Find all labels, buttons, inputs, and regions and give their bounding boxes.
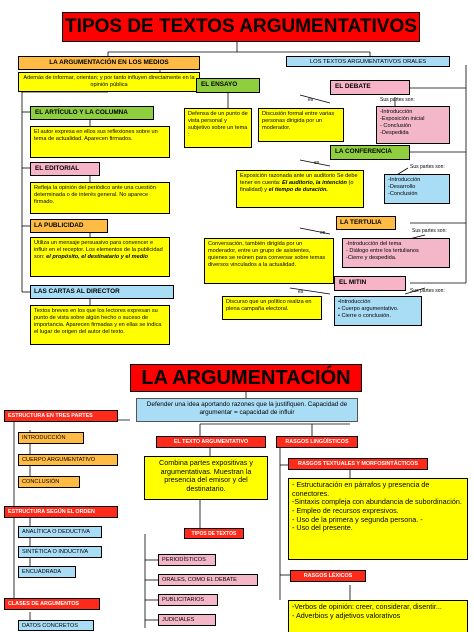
ensayo-label: EL ENSAYO [196,78,260,93]
debate-label: EL DEBATE [330,80,410,95]
orden-item: SINTÉTICA O INDUCTIVA [18,546,102,558]
tertulia-desc: Conversación, también dirigida por un moderador, entre un grupo de asistentes, quienes se reúnen para conversar sobre temas diversos vinculados a la actualidad. [204,238,334,284]
conferencia-partes-label: Sus partes son: [410,164,445,170]
debate-parte: -Exposición inicial [380,115,425,122]
conferencia-desc-text2: (o finalidad) y [240,179,354,193]
textual-item: - Uso del presente. [292,523,353,533]
debate-desc: Discusión formal entre varias personas dirigida por un moderador. [258,108,344,142]
mitin-partes-label: Sus partes son: [410,288,445,294]
estructura-item: INTRODUCCIÓN [18,432,84,444]
tipos-item: PERIODÍSTICOS [158,554,216,566]
cartas-label: LAS CARTAS AL DIRECTOR [30,285,174,299]
conferencia-es: es [314,160,320,166]
rasgos-header: RASGOS LINGÜÍSTICOS [276,436,358,448]
medios-header: LA ARGUMENTACIÓN EN LOS MEDIOS [18,56,200,70]
debate-partes-label: Sus partes son: [380,97,415,103]
definition: Defender una idea aportando razones que la justifiquen. Capacidad de argumentar = capacidad de influir [136,398,358,422]
publicidad-desc-text: Utiliza un mensaje persuasivo para convencer e influir en el receptor. Los elementos de la publicidad son: [34,240,163,260]
tipos-item: PUBLICITARIOS [158,594,218,606]
articulo-label: EL ARTÍCULO Y LA COLUMNA [30,106,154,120]
mitin-es: es [298,289,304,295]
orales-header: LOS TEXTOS ARGUMENTATIVOS ORALES [286,56,450,67]
lexicos-header: RASGOS LÉXICOS [290,570,366,582]
textual-item: - Uso de la primera y segunda persona. - [292,514,423,524]
editorial-label: EL EDITORIAL [30,162,100,176]
textuales-header: RASGOS TEXTUALES Y MORFOSINTÁCTICOS [288,458,428,470]
estructura-header: ESTRUCTURA EN TRES PARTES [4,410,118,422]
orden-header: ESTRUCTURA SEGÚN EL ORDEN [4,506,118,518]
textual-item: -Sintaxis compleja con abundancia de subordinación. [292,497,462,507]
mitin-label: EL MITIN [334,276,406,291]
conferencia-desc-em1: El auditorio, la intención [281,179,347,186]
mitin-partes [334,296,422,326]
cartas-desc: Textos breves en los que los lectores expresan su punto de vista sobre algún hecho o suceso de importancia. Aparecen firmadas y en ellas se indica el lugar de origen del autor del texto. [30,305,170,345]
debate-es: es [308,97,314,103]
mitin-parte: • Cuerpo argumentativo. [338,305,399,312]
tipos-header: TIPOS DE TEXTOS [184,528,244,539]
medios-desc: Además de informar, orientan; y por tanto influyen directamente en la opinión pública [18,72,200,92]
editorial-desc: Refleja la opinión del periódico ante una cuestión determinada o de interés general. No aparece firmado. [30,182,170,214]
lexicos-list [288,600,468,632]
bottom-title: LA ARGUMENTACIÓN [130,364,362,392]
ensayo-desc: Defensa de un punto de vista personal y subjetivo sobre un tema : [184,108,252,148]
texto-header: EL TEXTO ARGUMENTATIVO [156,436,266,448]
estructura-item: CONCLUSIÓN [18,476,80,488]
textuales-list [288,478,468,560]
conferencia-label: LA CONFERENCIA [330,145,410,160]
tertulia-label: LA TERTULIA [336,216,396,230]
debate-parte: - Conclusión [380,122,412,129]
debate-partes [376,106,450,144]
estructura-item: CUERPO ARGUMENTATIVO [18,454,118,466]
tipos-item: ORALES, COMO EL DEBATE [158,574,258,586]
texto-desc: Combina partes expositivas y argumentativas. Muestran la presencia del emisor y del destinatario. [144,456,268,500]
conferencia-parte: -Introducción [388,177,421,183]
textual-item: - Empleo de recursos expresivos. [292,505,399,515]
tertulia-partes-label: Sus partes son: [412,228,447,234]
debate-parte: -Despedida [380,129,409,136]
tertulia-partes [342,238,450,268]
conferencia-parte: -Desarrollo [388,183,416,190]
conferencia-desc-em2: el tiempo de duración. [268,186,328,193]
tertulia-parte: -Cierre y despedida. [346,254,397,261]
tertulia-parte: - Diálogo entre los tertulianos [346,247,419,254]
publicidad-label: LA PUBLICIDAD [30,219,108,233]
lexico-item: -Verbos de opinión: creer, considerar, disentir... [292,602,442,611]
textual-item: - Estructuración en párrafos y presencia de conectores. [292,480,430,498]
mitin-parte: • Cierre o conclusión. [338,312,391,319]
conferencia-desc-text: Exposición razonada ante un auditorio Se debe tener en cuenta: [240,173,358,186]
clases-item: DATOS CONCRETOS [18,620,94,631]
orden-item: ANALÍTICA O DEDUCTIVA [18,526,102,538]
publicidad-desc-em: el propósito, el destinatario y el medio [46,253,149,260]
conferencia-parte: -Conclusión [388,190,418,197]
articulo-desc: El autor expresa en ellos sus reflexiones sobre un tema de actualidad. Aparecen firmados. [30,126,170,158]
conferencia-desc [236,170,364,208]
publicidad-desc [30,237,170,277]
top-title: TIPOS DE TEXTOS ARGUMENTATIVOS [62,12,420,42]
tipos-item: JUDICIALES [158,614,216,626]
mitin-parte: •Introducción [338,299,371,305]
clases-header: CLASES DE ARGUMENTOS [4,598,100,610]
tertulia-es: es [320,230,326,236]
conferencia-partes [384,174,450,204]
debate-parte: -Introducción [380,109,413,115]
orden-item: ENCUADRADA [18,566,76,578]
mitin-desc: Discurso que un político realiza en plena campaña electoral. [222,296,322,320]
lexico-item: - Adverbios y adjetivos valorativos [292,610,401,620]
tertulia-parte: -Introducción del tema [346,241,402,247]
